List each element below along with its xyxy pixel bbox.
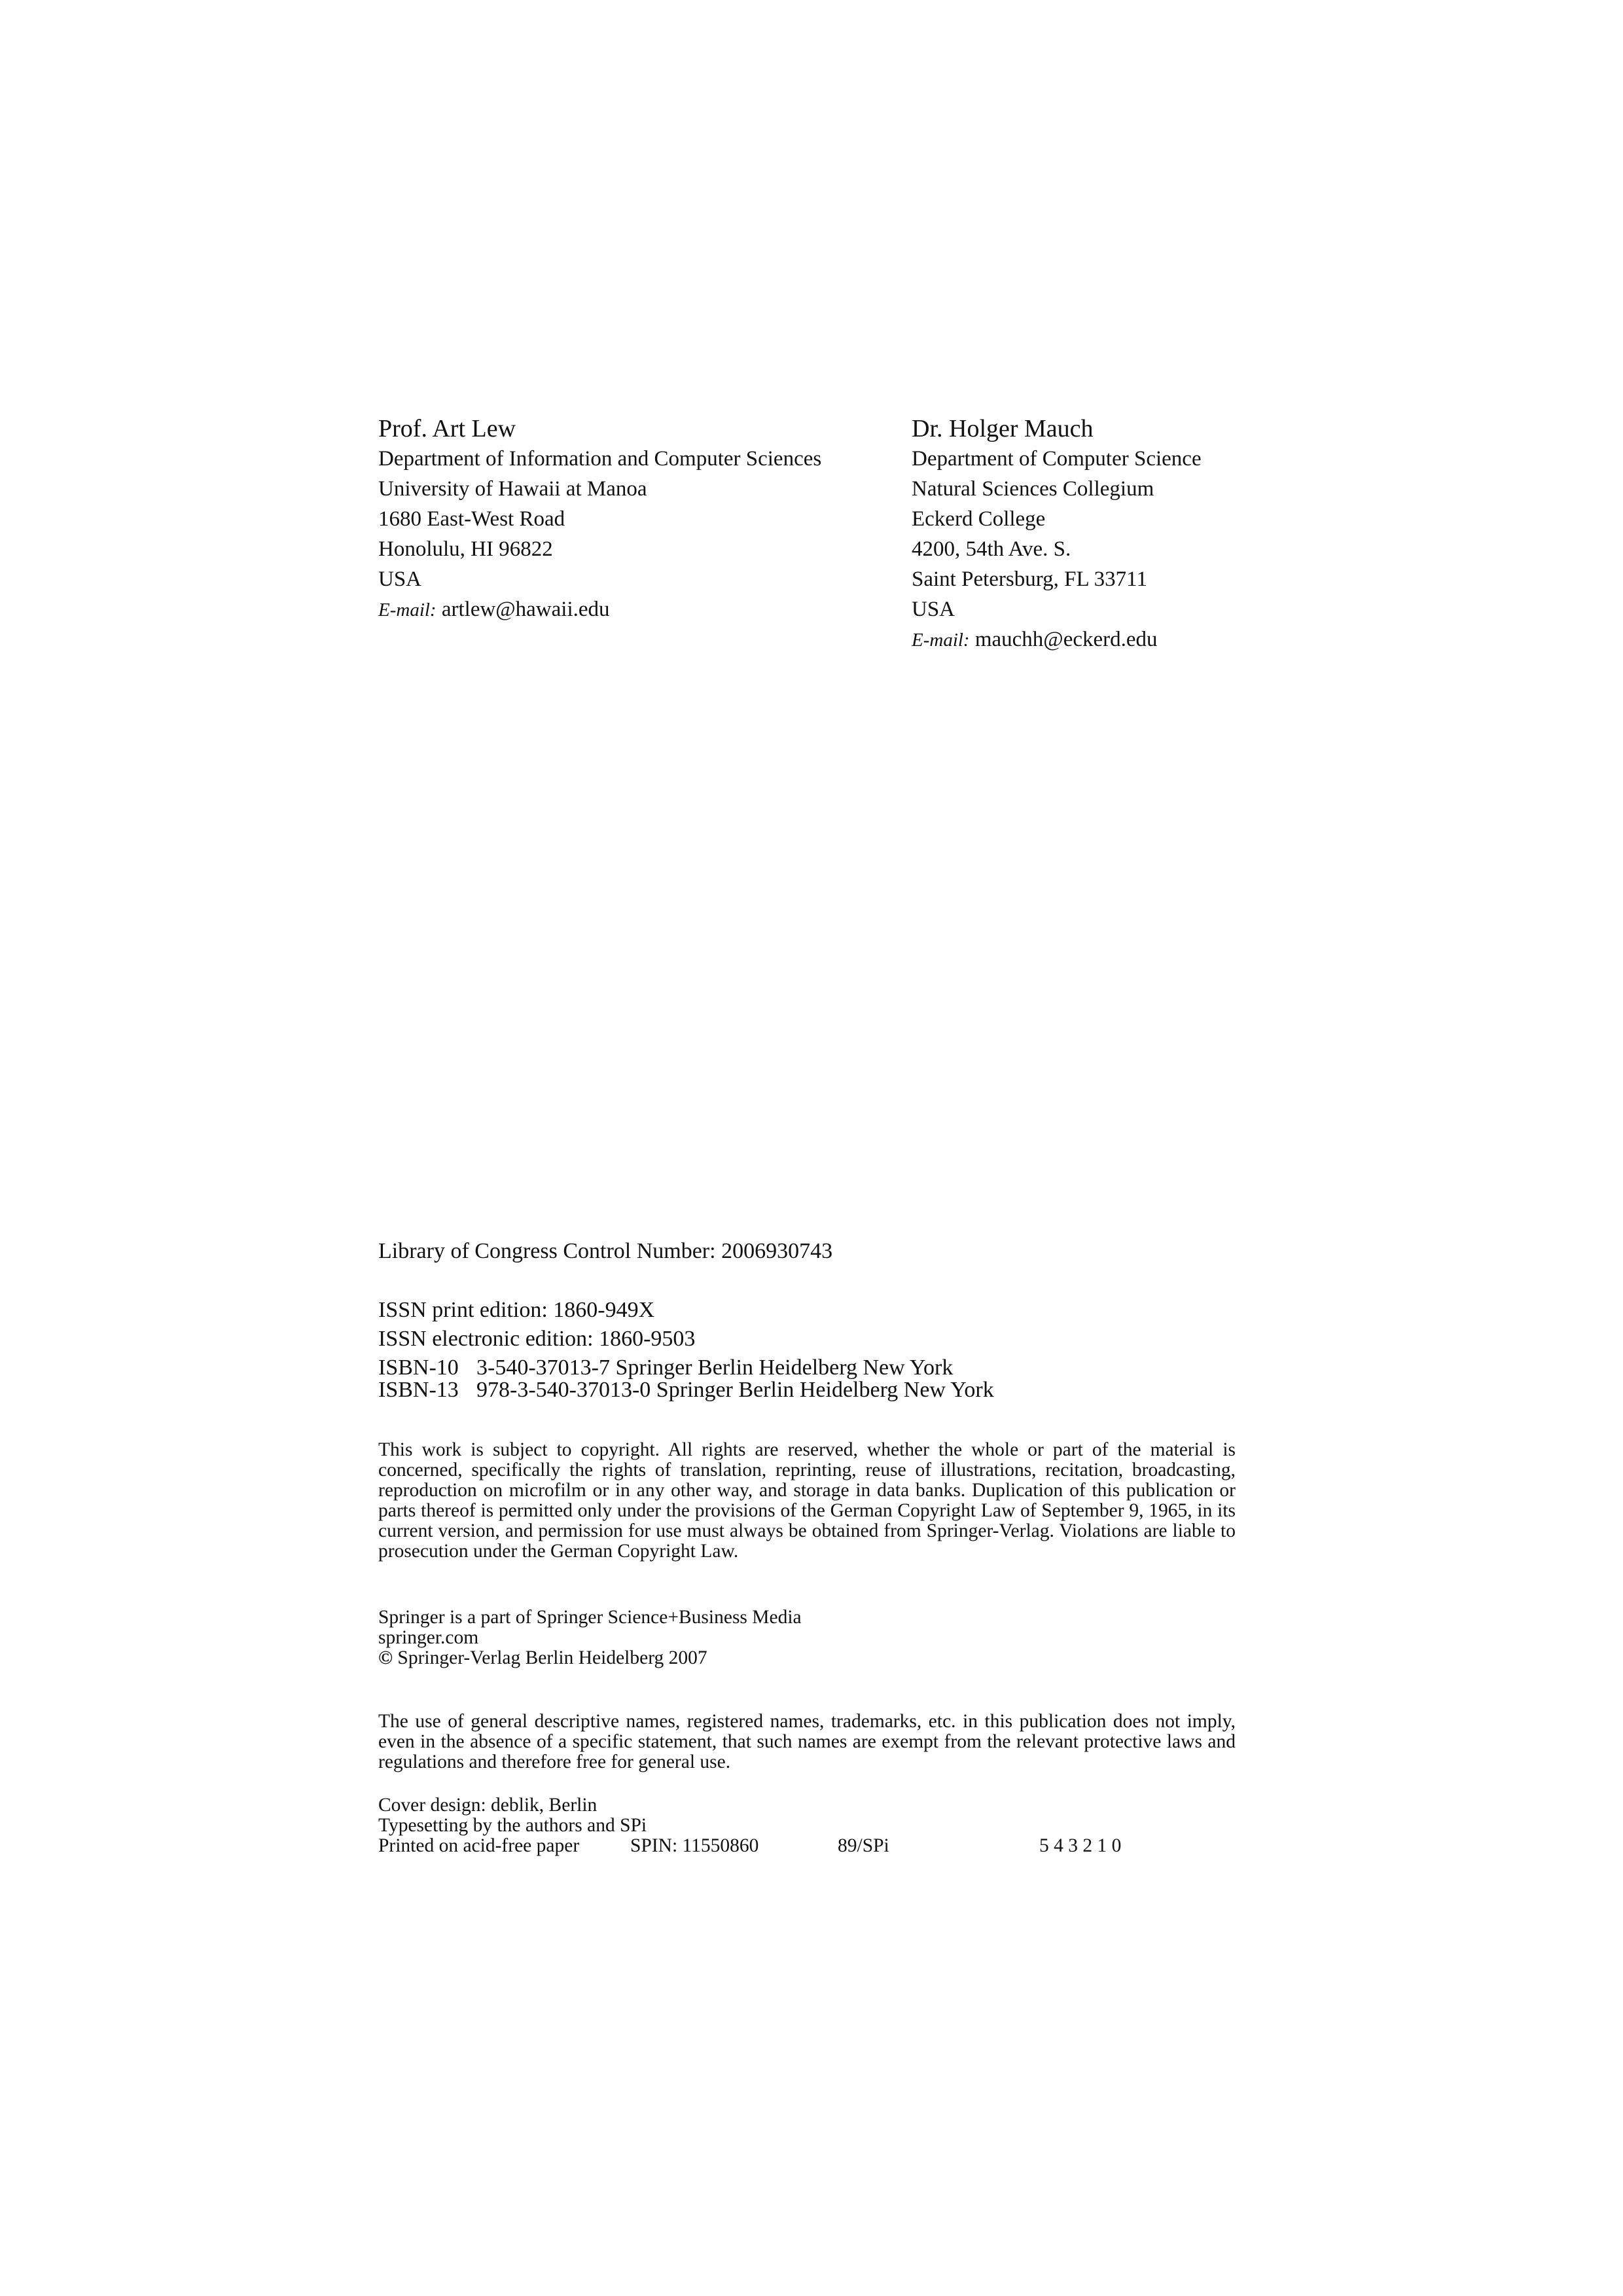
author-block-mauch (912, 414, 1202, 655)
cover-design: Cover design: deblik, Berlin (378, 1795, 597, 1816)
publisher-line: Springer is a part of Springer Science+Business Media (378, 1607, 802, 1628)
author-city: Saint Petersburg, FL 33711 (912, 567, 1147, 591)
author-name: Dr. Holger Mauch (912, 415, 1094, 442)
email-label: E-mail: (912, 630, 970, 651)
printing-row (378, 1835, 1122, 1856)
printed-paper: Printed on acid-free paper (378, 1835, 580, 1856)
isbn-13-label: ISBN-13 (378, 1378, 459, 1402)
author-city: Honolulu, HI 96822 (378, 537, 553, 561)
author-name: Prof. Art Lew (378, 415, 516, 442)
issn-block (378, 1296, 994, 1405)
author-email-row (378, 594, 821, 625)
spin-number: SPIN: 11550860 (630, 1835, 759, 1856)
author-block-lew (378, 414, 821, 625)
email-label: E-mail: (378, 600, 437, 620)
author-street: 4200, 54th Ave. S. (912, 537, 1071, 561)
copyright-icon: © (378, 1647, 393, 1668)
publisher-copyright (378, 1648, 802, 1668)
isbn-13-row (378, 1376, 994, 1405)
typesetting: Typesetting by the authors and SPi (378, 1815, 647, 1836)
spi-code: 89/SPi (838, 1835, 889, 1856)
issn-electronic: ISSN electronic edition: 1860-9503 (378, 1327, 696, 1351)
isbn-10-label: ISBN-10 (378, 1355, 459, 1380)
author-department: Department of Computer Science (912, 447, 1202, 471)
email-link[interactable]: mauchh@eckerd.edu (974, 628, 1158, 651)
publisher-website[interactable]: springer.com (378, 1627, 479, 1648)
lccn-line: Library of Congress Control Number: 2006930743 (378, 1239, 833, 1263)
author-university: University of Hawaii at Manoa (378, 477, 647, 501)
author-country: USA (912, 598, 955, 621)
print-run: 5 4 3 2 1 0 (1039, 1835, 1122, 1856)
trademark-notice: The use of general descriptive names, registered names, trademarks, etc. in this publication does not imply, even in the absence of a specific statement, that such names are exempt from the relevant protective laws and regulations and therefore free for general use. (378, 1711, 1236, 1772)
publisher-copyright-text: Springer-Verlag Berlin Heidelberg 2007 (397, 1647, 707, 1668)
issn-print: ISSN print edition: 1860-949X (378, 1298, 655, 1322)
isbn-13-value: 978-3-540-37013-0 Springer Berlin Heidelberg New York (476, 1378, 994, 1402)
author-college: Eckerd College (912, 507, 1046, 531)
copyright-notice: This work is subject to copyright. All rights are reserved, whether the whole or part of the material is concerned, specifically the rights of translation, reprinting, reuse of illustrations, recitation, broadcasting, reproduction on microfilm or in any other way, and storage in data banks. Duplication of this publication or parts thereof is permitted only under the provisions of the German Copyright Law of September 9, 1965, in its current version, and permission for use must always be obtained from Springer-Verlag. Violations are liable to prosecution under the German Copyright Law. (378, 1439, 1236, 1562)
author-department: Department of Information and Computer Sciences (378, 447, 822, 471)
production-block (378, 1795, 1122, 1856)
email-link[interactable]: artlew@hawaii.edu (441, 598, 610, 621)
author-country: USA (378, 567, 422, 591)
author-email-row (912, 624, 1202, 655)
author-collegium: Natural Sciences Collegium (912, 477, 1154, 501)
publisher-block (378, 1607, 802, 1668)
author-street: 1680 East-West Road (378, 507, 565, 531)
isbn-10-value: 3-540-37013-7 Springer Berlin Heidelberg New York (476, 1355, 954, 1380)
